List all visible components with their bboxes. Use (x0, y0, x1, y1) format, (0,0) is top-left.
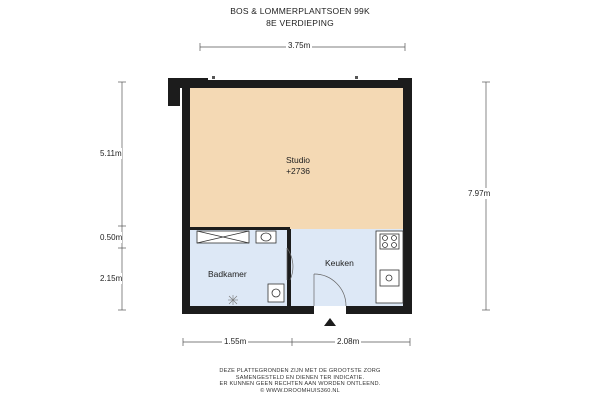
disclaimer-line-2: SAMENGESTELD EN DIENEN TER INDICATIE. (235, 374, 365, 381)
shower-unit (197, 231, 249, 243)
disclaimer (150, 368, 450, 394)
address-title: BOS & LOMMERPLANTSOEN 99K (230, 6, 370, 16)
studio-label: Studio (285, 155, 311, 165)
dimension-top: 3.75m (288, 41, 311, 50)
disclaimer-line-4: © WWW.DROOMHUIS360.NL (260, 387, 340, 394)
dimension-left-lower: 2.15m (100, 274, 123, 283)
bathroom-label: Badkamer (208, 269, 247, 279)
dimension-right: 7.97m (468, 189, 491, 198)
toilet (256, 231, 276, 243)
disclaimer-line-3: ER KUNNEN GEEN RECHTEN AAN WORDEN ONTLEEND. (219, 381, 381, 388)
disclaimer-line-1: DEZE PLATTEGRONDEN ZIJN MET DE GROOTSTE ZORG (219, 368, 381, 374)
washbasin (268, 284, 284, 302)
dimension-left-middle: 0.50m (100, 233, 123, 242)
entrance-arrow (324, 318, 336, 326)
floor-subtitle: 8E VERDIEPING (266, 18, 334, 28)
dimension-left-upper: 5.11m (100, 149, 122, 158)
bath-light-icon (228, 295, 238, 305)
dimension-bottom-left: 1.55m (224, 337, 247, 346)
dimension-bottom-right: 2.08m (337, 337, 360, 346)
kitchen-label: Keuken (325, 258, 354, 268)
studio-level: +2736 (286, 166, 310, 176)
kitchen-counter (376, 231, 403, 303)
